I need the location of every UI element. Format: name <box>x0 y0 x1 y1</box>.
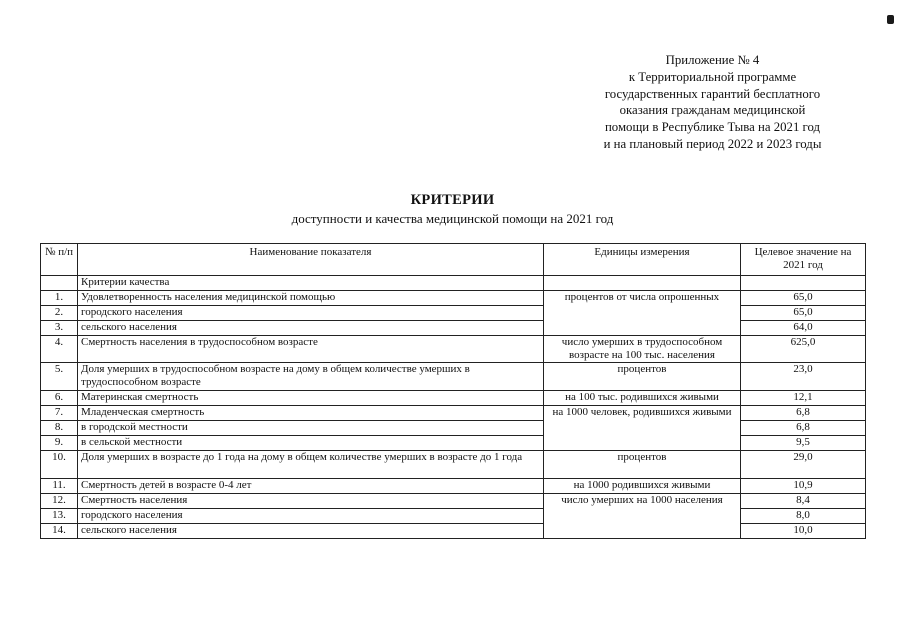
row-num: 2. <box>41 306 78 321</box>
row-name: в сельской местности <box>78 436 544 451</box>
row-unit: на 1000 родившихся живыми <box>544 479 741 494</box>
row-name: сельского населения <box>78 524 544 539</box>
row-value: 625,0 <box>741 336 866 363</box>
header-num: № п/п <box>41 244 78 276</box>
row-num: 4. <box>41 336 78 363</box>
row-name: Материнская смертность <box>78 391 544 406</box>
row-value: 10,9 <box>741 479 866 494</box>
row-unit: на 100 тыс. родившихся живыми <box>544 391 741 406</box>
table-row <box>41 451 866 479</box>
table-header-row <box>41 244 866 276</box>
row-name: городского населения <box>78 509 544 524</box>
table-row <box>41 509 866 524</box>
table-row <box>41 479 866 494</box>
row-name: Смертность детей в возрасте 0-4 лет <box>78 479 544 494</box>
scan-mark <box>887 15 894 24</box>
table-row <box>41 363 866 391</box>
row-num: 3. <box>41 321 78 336</box>
table-row <box>41 524 866 539</box>
row-name: Доля умерших в возрасте до 1 года на дому в общем количестве умерших в возрасте до 1 года <box>78 451 544 479</box>
section-label: Критерии качества <box>78 276 544 291</box>
row-unit: на 1000 человек, родившихся живыми <box>544 406 741 451</box>
appendix-line: и на плановый период 2022 и 2023 годы <box>603 136 822 151</box>
table-row <box>41 406 866 421</box>
row-num: 8. <box>41 421 78 436</box>
table-row <box>41 306 866 321</box>
document-subtitle: доступности и качества медицинской помощи на 2021 год <box>291 211 614 226</box>
row-value: 10,0 <box>741 524 866 539</box>
row-num: 10. <box>41 451 78 479</box>
row-value: 65,0 <box>741 291 866 306</box>
appendix-note <box>560 52 865 153</box>
row-value: 23,0 <box>741 363 866 391</box>
row-name: городского населения <box>78 306 544 321</box>
row-num: 12. <box>41 494 78 509</box>
row-num: 13. <box>41 509 78 524</box>
row-num: 6. <box>41 391 78 406</box>
row-value: 6,8 <box>741 421 866 436</box>
header-name: Наименование показателя <box>78 244 544 276</box>
row-num: 14. <box>41 524 78 539</box>
row-name: Смертность населения в трудоспособном возрасте <box>78 336 544 363</box>
row-name: Доля умерших в трудоспособном возрасте на дому в общем количестве умерших в трудоспособном возрасте <box>78 363 544 391</box>
header-value: Целевое значение на 2021 год <box>741 244 866 276</box>
row-value: 64,0 <box>741 321 866 336</box>
criteria-table <box>40 243 866 539</box>
row-num: 5. <box>41 363 78 391</box>
table-row <box>41 436 866 451</box>
row-unit: процентов от числа опрошенных <box>544 291 741 336</box>
row-unit: процентов <box>544 363 741 391</box>
table-row <box>41 291 866 306</box>
row-num: 7. <box>41 406 78 421</box>
row-value: 6,8 <box>741 406 866 421</box>
row-value: 12,1 <box>741 391 866 406</box>
header-unit: Единицы измерения <box>544 244 741 276</box>
row-name: Младенческая смертность <box>78 406 544 421</box>
document-title: КРИТЕРИИ <box>410 192 495 208</box>
row-unit: число умерших на 1000 населения <box>544 494 741 539</box>
table-row <box>41 421 866 436</box>
row-name: сельского населения <box>78 321 544 336</box>
table-row <box>41 321 866 336</box>
row-value: 65,0 <box>741 306 866 321</box>
row-value: 29,0 <box>741 451 866 479</box>
table-row <box>41 494 866 509</box>
row-name: Удовлетворенность населения медицинской помощью <box>78 291 544 306</box>
row-unit: процентов <box>544 451 741 479</box>
row-num: 11. <box>41 479 78 494</box>
appendix-line: помощи в Республике Тыва на 2021 год <box>604 120 821 135</box>
appendix-line: Приложение № 4 <box>665 53 760 67</box>
appendix-line: к Территориальной программе <box>628 69 797 84</box>
row-unit: число умерших в трудоспособном возрасте на 100 тыс. населения <box>544 336 741 363</box>
row-name: Смертность населения <box>78 494 544 509</box>
table-row <box>41 336 866 363</box>
row-num: 1. <box>41 291 78 306</box>
row-num: 9. <box>41 436 78 451</box>
row-name: в городской местности <box>78 421 544 436</box>
appendix-line: оказания гражданам медицинской <box>619 103 806 118</box>
row-value: 9,5 <box>741 436 866 451</box>
appendix-line: государственных гарантий бесплатного <box>604 86 821 101</box>
row-value: 8,0 <box>741 509 866 524</box>
section-row <box>41 276 866 291</box>
row-value: 8,4 <box>741 494 866 509</box>
table-row <box>41 391 866 406</box>
